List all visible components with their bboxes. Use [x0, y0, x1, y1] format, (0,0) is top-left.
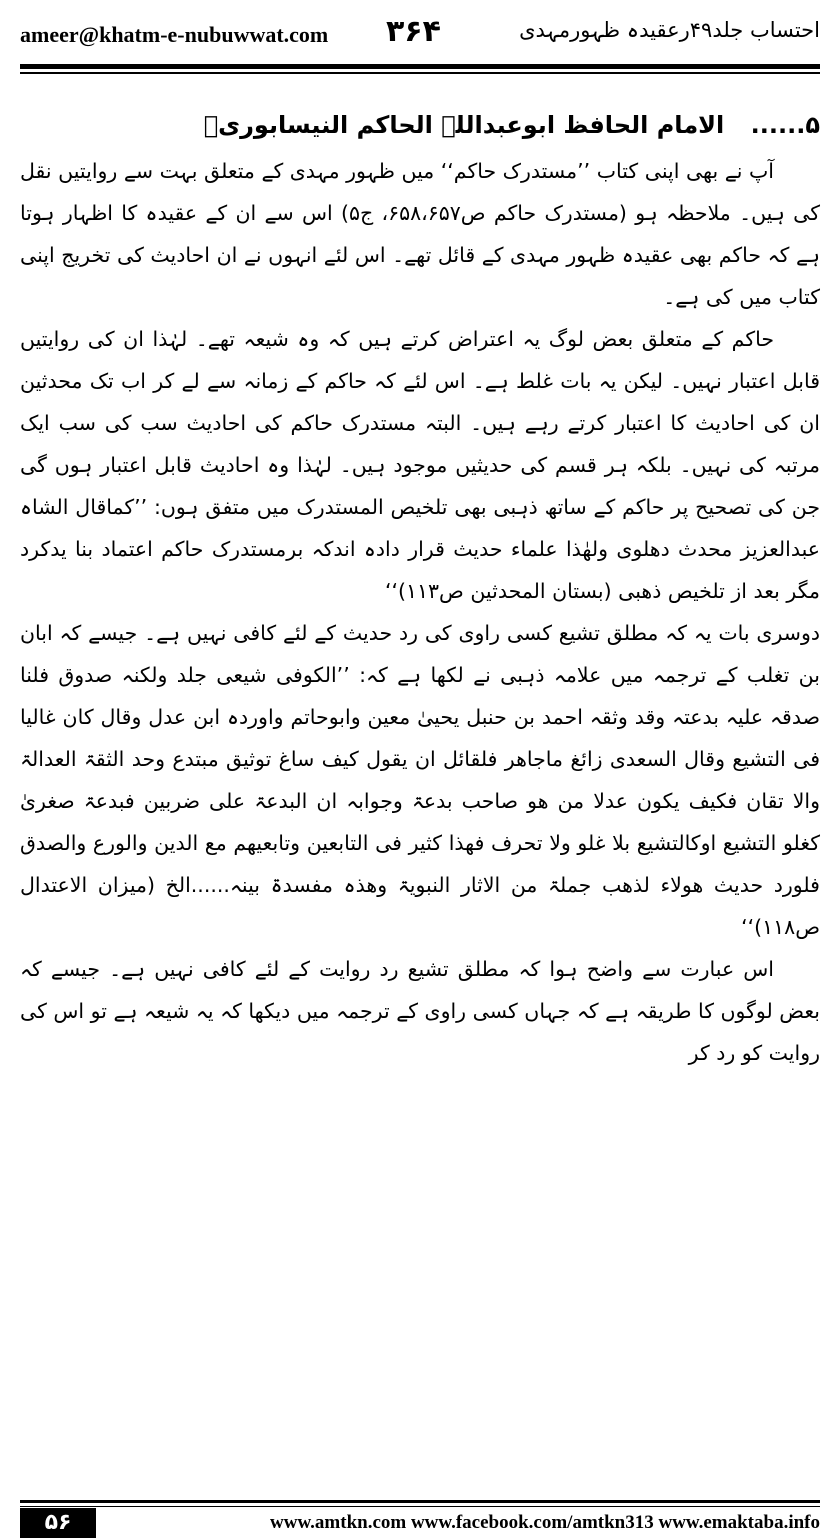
section-number: ۵......: [750, 111, 820, 139]
header-page-number: ۳۶۴: [386, 14, 441, 49]
paragraph-3: دوسری بات یہ کہ مطلق تشیع کسی راوی کی رد حدیث کے لئے کافی نہیں ہے۔ جیسے کہ ابان بن تغلب کے ترجمہ میں علامہ ذہبی نے لکھا ہے کہ: ’’الکوفی شیعی جلد ولکنہ صدوق فلنا صدقہ علیہ بدعتہ وقد وثقہ احمد بن حنبل یحییٰ معین وابوحاتم واوردہ ابن عدل وقال کان غالیا فی التشیع وقال السعدی زائغ ماجاھر فلقائل ان یقول کیف ساغ توثیق مبتدع وحد الثقۃ العدالۃ والا تقان فکیف یکون عدلا من ھو صاحب بدعۃ وجوابہ ان البدعۃ علی ضربین فبدعۃ صغریٰ کغلو التشیع اوکالتشیع بلا غلو ولا تحرف فھذا کثیر فی التابعین وتابعیھم مع الدین والورع والصدق فلورد حدیث ھولاء لذھب جملۃ من الاثار النبویۃ وھذہ مفسدۃ بینہ......الخ (میزان الاعتدال ص۱۱۸)‘‘: [20, 621, 820, 939]
page-body: [20, 100, 820, 1074]
header-rule-thick: [20, 64, 820, 69]
paragraph-2: حاکم کے متعلق بعض لوگ یہ اعتراض کرتے ہیں کہ وہ شیعہ تھے۔ لہٰذا ان کی روایتیں قابل اعتبار نہیں۔ لیکن یہ بات غلط ہے۔ اس لئے کہ حاکم کے زمانہ سے لے کر اب تک محدثین ان کی احادیث کا اعتبار کرتے رہے ہیں۔ البتہ مستدرک حاکم کی احادیث سب کی سب ایک مرتبہ کی نہیں۔ بلکہ ہر قسم کی حدیثیں موجود ہیں۔ لہٰذا وہ احادیث قابل اعتبار ہوں گی جن کی تصحیح پر حاکم کے ساتھ ذہبی بھی تلخیص المستدرک میں متفق ہوں: ’’کماقال الشاہ عبدالعزیز محدث دھلوی ولھٰذا علماء حدیث قرار دادہ اندکہ برمستدرک حاکم اعتماد بنا یدکرد مگر بعد از تلخیص ذھبی (بستان المحدثین ص۱۱۳)‘‘: [20, 327, 820, 603]
paragraph-1: آپ نے بھی اپنی کتاب ’’مستدرک حاکم‘‘ میں ظہور مہدی کے متعلق بہت سے روایتیں نقل کی ہیں۔ ملاحظہ ہو (مستدرک حاکم ص۶۵۸،۶۵۷، ج۵) اس سے ان کے عقیدہ کا اظہار ہوتا ہے کہ حاکم بھی عقیدہ ظہور مہدی کے قائل تھے۔ اس لئے انہوں نے ان احادیث کی تخریج اپنی کتاب میں کی ہے۔: [20, 159, 821, 309]
header-email: ameer@khatm-e-nubuwwat.com: [20, 22, 329, 47]
header-rule-thin: [20, 72, 820, 74]
section-title: الامام الحافظ ابوعبداللہ الحاکم النیسابوریؒ: [203, 111, 725, 139]
paragraph-4: اس عبارت سے واضح ہوا کہ مطلق تشیع رد روایت کے لئے کافی نہیں ہے۔ جیسے کہ بعض لوگوں کا طریقہ ہے کہ جہاں کسی راوی کے ترجمہ میں دیکھا کہ یہ شیعہ ہے تو اس کی روایت کو رد کر: [20, 957, 820, 1065]
footer-links: www.amtkn.com www.facebook.com/amtkn313 www.emaktaba.info: [270, 1512, 820, 1533]
footer-page-number: ۵۶: [20, 1508, 96, 1538]
page-header: [0, 0, 840, 66]
section-heading: [20, 100, 820, 150]
footer-rule-thick: [20, 1500, 820, 1503]
footer-rule-thin: [20, 1506, 820, 1507]
page-footer: [0, 1496, 840, 1540]
header-book-title: احتساب جلد۴۹رعقیدہ ظہورمہدی: [519, 18, 820, 42]
